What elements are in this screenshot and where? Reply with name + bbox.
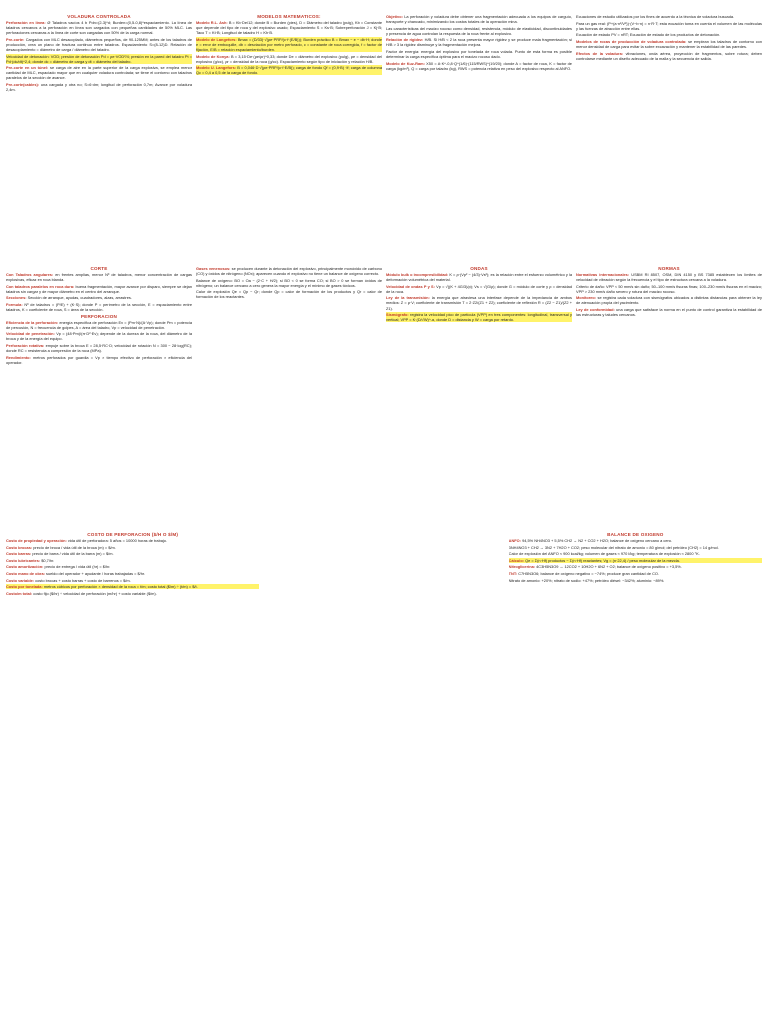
paragraph [6,584,259,589]
paragraph-text: La perforación y voladura debe obtener una fragmentación adecuada a los equipos de carguío, transporte y chancado, minimizando los costos totales de la operación mina. [386,14,572,25]
paragraph [6,82,192,92]
paragraph-label: Monitoreo: [576,295,597,301]
paragraph-text: $0,7/hr. [41,557,55,563]
paragraph [576,51,762,61]
paragraph-text: USBM RI 8507, OSM, DIN 4150 y BS 7385 establecen los límites de velocidad de vibración según la frecuencia y el tipo de estructura cercana a la voladura. [576,272,762,283]
paragraph-text: Las características del macizo rocoso como densidad, resistencia, módulo de elasticidad, discontinuidades y presencia de agua controlan la respuesta de la roca frente al explosivo. [386,25,572,36]
paragraph [196,20,382,35]
section-title: MODELOS MATEMATICOS: [257,14,321,19]
section-costo-perforacion [6,532,259,1018]
paragraph-text: costo brocas + costo barras + costo de barrenos = $/m. [35,577,131,583]
paragraph [386,49,572,59]
paragraph-text: 3NH4NO3 + CH2 → 3N2 + 7H2O + CO2; peso molecular del nitrato de amonio = 80 g/mol; del petróleo (CH2) = 14 g/mol. [508,544,719,550]
paragraph [576,284,762,294]
paragraph [196,37,382,52]
paragraph [196,289,382,299]
paragraph-text: C7H5N3O6; balance de oxígeno negativo = −74%; produce gran cantidad de CO. [518,570,659,576]
paragraph [509,571,762,576]
paragraph [386,295,572,310]
section-title: BALANCE DE OXIGENO [607,532,664,537]
section-ecuaciones-uso [576,14,762,268]
row-bottom [6,532,762,1018]
paragraph-label: Eficiencia de la perforación: [6,319,59,325]
paragraph [6,564,259,569]
paragraph [6,37,192,52]
paragraph-label: Costo variable: [6,577,35,583]
section-title: CORTE [90,266,108,271]
paragraph-label: TNT: [508,570,518,576]
section-perforacion [6,314,192,365]
paragraph-label: Velocidad de ondas P y S: [386,283,435,289]
paragraph-label: Módulo bulk o incompresibilidad: [386,272,449,277]
paragraph-label: Pre-corte(cables): [6,82,40,88]
paragraph-text: una cargada y otra no; S=6·dm; longitud de perforación 0,7m; Avance por voladura 2,4m. [6,82,192,93]
paragraph [386,272,572,282]
paragraph [6,295,192,300]
paragraph-label: Costo de propiedad y operación: [6,538,67,543]
paragraph [6,20,192,35]
paragraph [6,54,192,64]
paragraph-text: Para un gas real: (P+(a·n²/V²))·(V−b·n) = n·R·T; esta ecuación toma en cuenta el volumen de las moléculas y las fuerzas de atracción entre ellas. [576,20,762,31]
paragraph-text: 94,5% NH4NO3 + 5,5% CH2 → N2 + CO2 + H2O; balance de oxígeno cercano a cero. [522,538,673,543]
paragraph [6,578,259,583]
paragraph-text: empuje sobre la broca E = 28,5·RC·D; velocidad de rotación N = 300 − 28·log(RC); donde RC = resistencia a compresión de la roca (MPa). [6,343,192,354]
paragraph-label: Rendimiento: [6,354,31,360]
paragraph-text: la energía que atraviesa una interfase depende de la impedancia de ambos medios: Z = ρ·V; coeficiente de transmisión T = 2·Z2/(Z1 + Z2); coeficiente de reflexión R = (Z2 − Z1)/(Z2 + Z1). [386,295,572,311]
paragraph [576,272,762,282]
paragraph-text: Nº de taladros = (P/E) + (K·S); donde P = perímetro de la sección, E = espaciamiento entre taladros, K = coeficiente de roca, S = área de la sección. [6,301,192,313]
paragraph [196,54,382,64]
paragraph-label: Costo lubricantes: [6,557,41,563]
paragraph-label: Perforación rotativa: [6,343,45,349]
paragraph [6,284,192,294]
paragraph-label: Modelo de Langefors: [196,36,237,42]
paragraph-text: Nitrato de amonio: +20%; nitrato de sodio: +47%; petróleo diésel: −342%; aluminio: −89%. [508,577,665,583]
paragraph-text: Ecuación de estado PV = nRT; Ecuación de estado de los productos de detonación. [576,32,721,38]
paragraph-text: registra la velocidad pico de partícula (VPP) en tres componentes: longitudinal, transversal y vertical; VPP = K·(D/√W)^-α, donde D = distancia y W = carga por retardo. [386,312,572,323]
paragraph-label: Objetivo: [386,14,403,19]
paragraph-label: Modelo de Kuz-Ram: [386,60,425,66]
paragraph-label: Gases venenosos: [196,266,231,271]
paragraph [6,558,259,563]
paragraph [386,61,572,71]
paragraph-text: en frentes amplias, menor Nº de taladros, menor concentración de cargas explosivas, eficaz en roca blanda. [6,272,192,283]
paragraph [576,21,762,31]
section-conceptos-fragmentacion [386,14,572,268]
paragraph-text: B = 3,15·De·(ρe/ρr)^0,33; donde De = diámetro del explosivo (pulg), ρe = densidad del explosivo (g/cc), ρr = densidad de la roca (g/cc). Espaciamiento según tipo de iniciación y relación H/B. [196,53,382,64]
paragraph [386,312,572,322]
paragraph-text: precio de barra / vida útil de la barra (m) = $/m. [32,551,114,557]
paragraph-label: Ley de la transmisión: [386,295,430,301]
paragraph-label: Costo/m total: [6,590,33,596]
paragraph-label: Modelos de rocas de producción de voladura controlada: [576,38,687,44]
paragraph-label: Costo por tonelada: [6,584,43,590]
paragraph-text: precio de broca / vida útil de la broca (m) = $/m. [33,544,116,550]
paragraph-text: X50 = A·K^-0,8·Q^(1/6)·(115/RWS)^(19/20); donde A = factor de roca, K = factor de carga (kg/m³), Q = carga por taladro (kg), RWS = potencia relativa en peso del explosivo respecto al ANFO. [386,60,572,71]
paragraph-text: vibraciones, onda aérea, proyección de fragmentos, sobre rotura; deben controlarse mediante un diseño adecuado de la malla y la secuencia de salida. [576,50,762,61]
paragraph-label: Modelo R.L. Ash: [196,20,228,25]
paragraph-label: Perforación en línea: [6,20,46,25]
paragraph-text: Vp = (48·Pm)/(π·D²·Ev); depende de la dureza de la roca, del diámetro de la broca y de la energía del equipo. [6,331,192,342]
paragraph-text: Factor de energía: energía del explosivo por tonelada de roca volada. Punto de esta forma es posible determinar la carga específica óptima para el macizo rocoso dado. [386,49,572,60]
paragraph-text: Calor de explosión del ANFO ≈ 900 kcal/kg; volumen de gases ≈ 970 l/kg; temperatura de explosión ≈ 2800 °K. [508,551,700,557]
paragraph [6,302,192,312]
paragraph [509,545,762,550]
paragraph [6,545,259,550]
paragraph-label: Efectos de la voladura: [576,50,624,56]
paragraph [386,26,572,36]
paragraph [386,284,572,294]
paragraph [509,578,762,583]
paragraph-label: Pre-corte en un túnel: [6,65,49,71]
paragraph-label: Con taladros paralelos en roca dura: [6,283,75,289]
paragraph-text: buena fragmentación, mayor avance por disparo, siempre se dejan taladros sin cargar y de mayor diámetro en el centro del arranque. [6,283,192,294]
row-middle [6,266,762,530]
paragraph-label: Costo barras: [6,551,32,557]
paragraph-text: Calor de explosión Qe = Qp − Qr; donde Qp = calor de formación de los productos y Qr = calor de formación de los reactantes. [196,289,382,300]
paragraph-label: Pre-corte: [6,36,25,42]
section-title: NORMAS [658,266,680,271]
paragraph-text: 4C3H5N3O9 → 12CO2 + 10H2O + 6N2 + O2; balance de oxígeno positivo = +3,5%. [536,564,682,570]
paragraph-label: Velocidad de penetración: [6,331,55,337]
paragraph [6,355,192,365]
section-title: ONDAS [470,266,488,271]
paragraph-label: ANFO: [508,538,521,543]
paragraph [6,591,259,596]
paragraph [6,272,192,282]
row-top [6,14,762,268]
paragraph-label: Cálculo: [508,557,525,563]
paragraph-text: Cargados con MLC desacoplado, diámetros pequeños, de 90-125MM; antes de los taladros de producción, crea un plano de fractura continuo entre taladros. Espaciamiento S=(8-12)D. Relación de desacoplamiento = diámetro de carga / diámetro del taladro. [6,36,192,52]
paragraph [509,558,762,563]
paragraph-text: Qe = Σ(n·Hf) productos − Σ(n·Hf) reactantes; Vg = (n·22,4) / peso molecular de la mezcla. [525,557,680,563]
paragraph [576,295,762,305]
section-corte-perforacion [6,266,192,530]
paragraph-text: una carga que satisface la norma en el punto de control garantiza la estabilidad de las estructuras y taludes cercanos. [576,307,762,318]
paragraph [386,14,572,24]
paragraph-label: Formula: [6,301,23,307]
paragraph-text: Ø Taladros vacíos 4 b Pdn=(2-3)*d; Burden=(0,5-0,8)*espaciamiento. La línea de taladros cercanos a la perforación en línea son cargados con pequeñas cantidades de 50% MLC. Las perforaciones cercanas a la línea de corte son cargadas con 50% de la carga normal. [6,20,192,36]
paragraph [576,32,762,37]
section-balance-oxigeno [509,532,762,1018]
paragraph [6,571,259,576]
paragraph [576,307,762,317]
paragraph-label: Modelo de Konya: [196,53,230,59]
section-corte [6,266,192,312]
paragraph-text: vida útil de perforadora: 5 años = 10000 horas de trabajo. [67,538,168,543]
paragraph-text: Ecuaciones de estudio utilizados por los fines de acuerdo a la técnica de voladura buscada. [576,14,735,19]
paragraph-label: Ley de conformidad: [576,307,615,313]
paragraph-label: Normativas internacionales: [576,272,630,277]
paragraph-label: Costo amortización: [6,564,44,570]
paragraph-label: Modelo U. Langefors: [196,65,237,71]
paragraph [6,551,259,556]
paragraph [576,39,762,49]
section-title: PERFORACION [80,313,118,319]
section-modelos-matematicos [196,14,382,268]
paragraph-text: K = ρ·(Vp² − (4/3)·Vs²); es la relación entre el esfuerzo volumétrico y la deformación volumétrica del material. [386,272,572,283]
paragraph-text: Vp = √((K + 4G/3)/ρ); Vs = √(G/ρ); donde G = módulo de corte y ρ = densidad de la roca. [386,283,572,294]
section-empty-middle [263,532,504,1018]
paragraph-label: Costo mano de obra: [6,570,45,576]
paragraph-label: Nitroglicerina: [508,564,536,570]
paragraph [509,551,762,556]
paragraph-text: Velocidad de detonación: VOD; presión de detonación Pd = ρe·VOD²/4; presión en la pared del taladro Pt = Pd·(dc/dt)^2,4; donde dc = diámetro de carga y dt = diámetro del taladro. [6,53,192,64]
paragraph-label: Costo brocas: [6,544,33,550]
paragraph [6,331,192,341]
paragraph-text: H/B. Si H/B < 2 la roca presenta mayor rigidez y se produce mala fragmentación; si H/B > 3 la rigidez disminuye y la fragmentación mejora. [386,37,572,48]
paragraph-text: metros perforados por guardia = Vp × tiempo efectivo de perforación × eficiencia del operador. [6,354,192,365]
section-title: COSTO DE PERFORACION ($/H O $/M) [87,532,179,537]
paragraph [509,564,762,569]
paragraph-text: metros cúbicos por perforación × densidad de la roca = t/m; costo total ($/m) ÷ (t/m) = $/t. [43,584,198,590]
paragraph-text: costo fijo ($/hr) ÷ velocidad de perforación (m/hr) + costo variable ($/m). [33,590,157,596]
section-normas [576,266,762,530]
paragraph [196,266,382,276]
paragraph-text: B = 0,046·D·√(ρe·PRP/(c·f·E/B)); carga de fondo Qf = (0,9·B) ·lf; carga de columna Qc = 0,4 a 0,5 de la carga de fondo. [196,65,382,76]
paragraph-text: sueldo del operador + ayudante / horas trabajadas = $/hr. [46,570,146,576]
paragraph-text: se carga de aire en la parte superior de la carga explosiva, se emplea menor cantidad de MLC, espaciado mayor que en cualquier voladura controlada; se tiene el contorno con taladros paralelos de la sección de avance. [6,65,192,81]
paragraph [6,320,192,330]
section-gases-venenosos [196,266,382,530]
paragraph [196,65,382,75]
paragraph [576,14,762,19]
paragraph-text: se producen durante la detonación del explosivo, principalmente monóxido de carbono (CO) y óxidos de nitrógeno (NOx); aparecen cuando el explosivo no tiene un balance de oxígeno correcto. [196,266,382,277]
paragraph-text: precio de entrega / vida útil (hr) = $/hr. [44,564,111,570]
paragraph-text: Sección de arranque, ayudas, cuadradores, alzas, arrastres. [27,295,132,301]
paragraph [196,278,382,288]
paragraph-text: Balance de oxígeno: BO = Oa − (2·C + H/2); si BO < 0 se forma CO; si BO > 0 se forman óxidos de nitrógeno; un balance cercano a cero genera la mayor energía y el mínimo de gases tóxicos. [196,277,382,288]
section-ondas [386,266,572,530]
paragraph [6,65,192,80]
paragraph-text: energía específica de perforación Ev = (Pm·N)/(A·Vp); donde Pm = potencia de percusión, N = frecuencia de golpes, A = área del taladro, Vp = velocidad de penetración. [6,319,192,330]
paragraph [6,343,192,353]
section-title: VOLADURA CONTROLADA [67,14,131,19]
paragraph-label: Con Taladros angulares: [6,272,54,277]
paragraph-text: se registra cada voladura con sismógrafos ubicados a distintas distancias para obtener la ley de atenuación propia del yacimiento. [576,295,762,306]
section-voladura-controlada [6,14,192,268]
paragraph-text: B = Kb·De/12; donde B = Burden (pies), D = Diámetro del taladro (pulg), Kb = Constante que depende del tipo de roca y del explosivo usado; Espaciamiento S = Ks·B; Sobreperforación J = Kj·B; Taco T = Kt·B; Longitud de taladro H = Kh·B. [196,20,382,36]
paragraph-text: Criterio de daño: VPP < 50 mm/s sin daño; 50–100 mm/s fisuras finas; 100–230 mm/s fisuras en el macizo; VPP > 230 mm/s daño severo y rotura del macizo rocoso. [576,283,762,294]
paragraph-label: Sismógrafo: [386,312,409,318]
paragraph [509,538,762,543]
paragraph-label: Secciones: [6,295,27,301]
paragraph-text: se emplean los taladros de contorno con menor densidad de carga para evitar la sobre excavación y mantener la estabilidad de las paredes. [576,38,762,49]
paragraph-text: Bmax = (D/33)·√(ρe·PRP/(c·f·(E/B))); Burden práctico B = Bmax − e − db·H; donde e = error de emboquille, db = desviación por metro perforado, c = constante de roca corregida, f = factor de fijación, E/B = relación espaciamiento/burden. [196,36,382,52]
paragraph-label: Relación de rigidez: [386,37,424,43]
paragraph [386,37,572,47]
paragraph [6,538,259,543]
